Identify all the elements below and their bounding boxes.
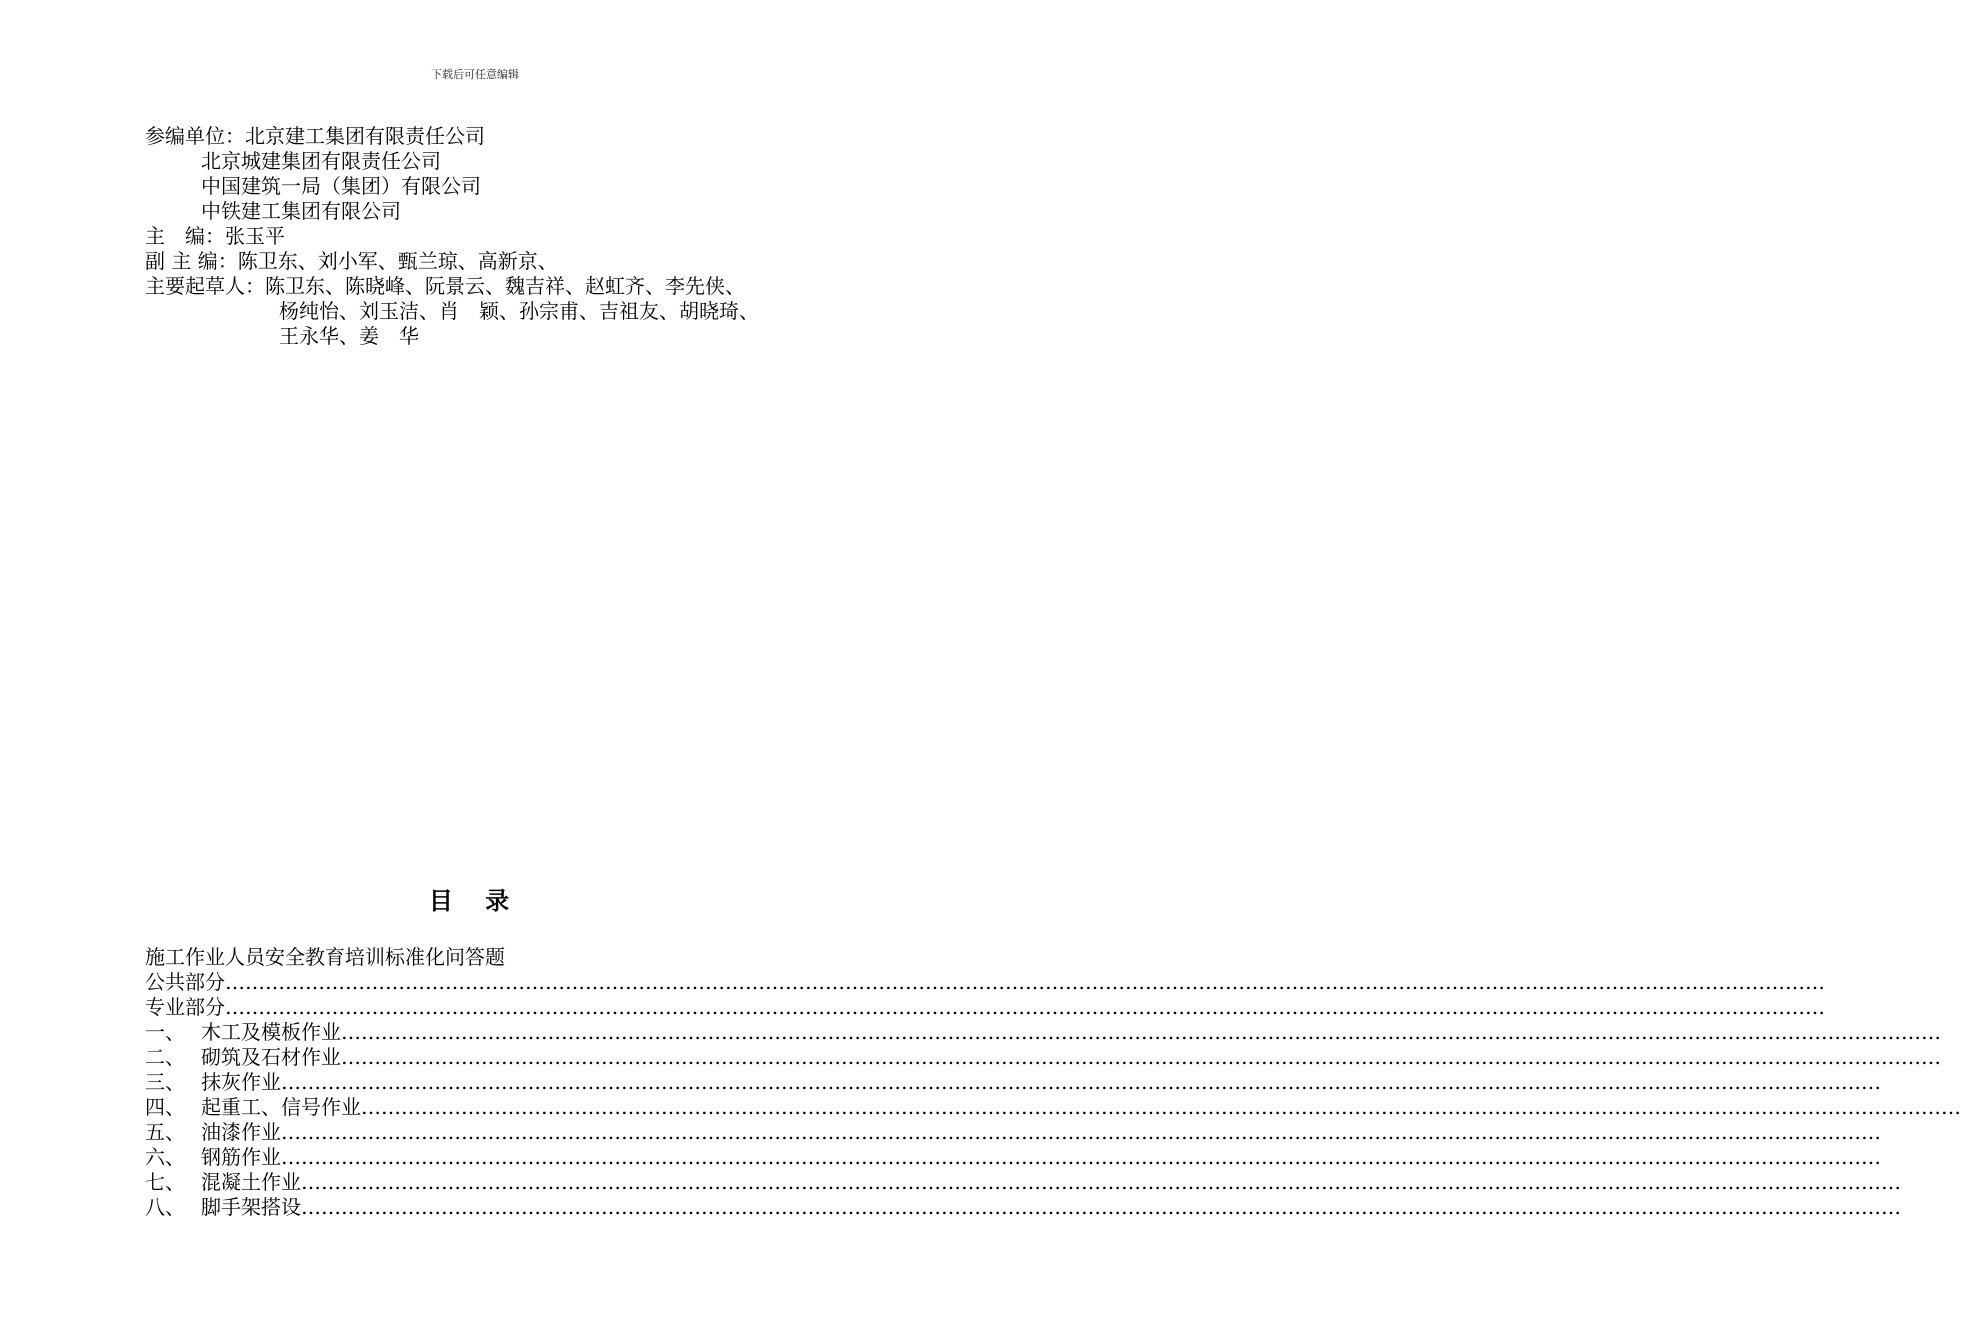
deputy-editor-label: 副 主 编： xyxy=(145,249,238,273)
toc-entry-1[interactable] xyxy=(145,1020,1941,1045)
drafters-names-1: 陈卫东、陈晓峰、阮景云、魏吉祥、赵虹齐、李先侠、 xyxy=(265,274,745,298)
drafters-label: 主要起草人： xyxy=(145,274,265,298)
toc-entry-label: 钢筋作业 xyxy=(201,1145,281,1169)
toc-entry-label: 油漆作业 xyxy=(201,1120,281,1144)
toc-entry-label: 砌筑及石材作业 xyxy=(201,1045,341,1069)
toc-entry-6[interactable] xyxy=(145,1145,1881,1170)
drafters-line-1 xyxy=(145,274,745,299)
toc-entry-2[interactable] xyxy=(145,1045,1941,1070)
toc-leader-dots: …………………………………………………………………………………………………………………………………………………………………………………………………………………… xyxy=(281,1070,1881,1094)
toc-leader-dots: …………………………………………………………………………………………………………………………………………………………………………………………………………………… xyxy=(225,995,1825,1019)
toc-entry-public[interactable] xyxy=(145,970,1825,995)
drafters-names-3: 王永华、姜 华 xyxy=(279,324,419,348)
toc-entry-professional[interactable] xyxy=(145,995,1825,1020)
unit-1: 北京建工集团有限责任公司 xyxy=(245,124,485,148)
toc-leader-dots: …………………………………………………………………………………………………………………………………………………………………………………………………………………… xyxy=(301,1170,1901,1194)
toc-entry-num: 六、 xyxy=(145,1145,185,1169)
unit-3: 中国建筑一局（集团）有限公司 xyxy=(201,174,481,198)
toc-heading: 施工作业人员安全教育培训标准化问答题 xyxy=(145,945,505,969)
toc-leader-dots: …………………………………………………………………………………………………………………………………………………………………………………………………………………… xyxy=(301,1195,1901,1219)
toc-entry-num: 八、 xyxy=(145,1195,185,1219)
toc-entry-label: 公共部分 xyxy=(145,970,225,994)
drafters-names-2: 杨纯怡、刘玉洁、肖 颖、孙宗甫、吉祖友、胡晓琦、 xyxy=(279,299,759,323)
toc-entry-num: 三、 xyxy=(145,1070,185,1094)
toc-entry-7[interactable] xyxy=(145,1170,1901,1195)
toc-leader-dots: …………………………………………………………………………………………………………………………………………………………………………………………………………………… xyxy=(361,1095,1961,1119)
toc-entry-num: 五、 xyxy=(145,1120,185,1144)
toc-entry-5[interactable] xyxy=(145,1120,1881,1145)
units-line-1 xyxy=(145,124,485,149)
toc-entry-label: 混凝土作业 xyxy=(201,1170,301,1194)
unit-4: 中铁建工集团有限公司 xyxy=(201,199,401,223)
toc-entry-num: 二、 xyxy=(145,1045,185,1069)
toc-entry-3[interactable] xyxy=(145,1070,1881,1095)
chief-editor-line xyxy=(145,224,285,249)
units-label: 参编单位： xyxy=(145,124,245,148)
chief-editor-label: 主 编： xyxy=(145,224,225,248)
toc-entry-label: 脚手架搭设 xyxy=(201,1195,301,1219)
toc-entry-num: 一、 xyxy=(145,1020,185,1044)
deputy-editor-names: 陈卫东、刘小军、甄兰琼、高新京、 xyxy=(237,249,558,273)
toc-entry-label: 起重工、信号作业 xyxy=(201,1095,361,1119)
toc-entry-8[interactable] xyxy=(145,1195,1901,1220)
toc-entry-num: 七、 xyxy=(145,1170,185,1194)
toc-leader-dots: …………………………………………………………………………………………………………………………………………………………………………………………………………………… xyxy=(341,1020,1941,1044)
toc-entry-label: 木工及模板作业 xyxy=(201,1020,341,1044)
deputy-editor-line xyxy=(145,249,558,274)
toc-title: 目 录 xyxy=(428,886,522,915)
header-note: 下载后可任意编辑 xyxy=(431,68,519,81)
toc-entry-num: 四、 xyxy=(145,1095,185,1119)
toc-entry-4[interactable] xyxy=(145,1095,1961,1120)
toc-entry-label: 专业部分 xyxy=(145,995,225,1019)
toc-leader-dots: …………………………………………………………………………………………………………………………………………………………………………………………………………………… xyxy=(225,970,1825,994)
toc-entry-label: 抹灰作业 xyxy=(201,1070,281,1094)
toc-leader-dots: …………………………………………………………………………………………………………………………………………………………………………………………………………………… xyxy=(281,1120,1881,1144)
unit-2: 北京城建集团有限责任公司 xyxy=(201,149,441,173)
chief-editor-name: 张玉平 xyxy=(225,224,285,248)
toc-leader-dots: …………………………………………………………………………………………………………………………………………………………………………………………………………………… xyxy=(281,1145,1881,1169)
toc-leader-dots: …………………………………………………………………………………………………………………………………………………………………………………………………………………… xyxy=(341,1045,1941,1069)
